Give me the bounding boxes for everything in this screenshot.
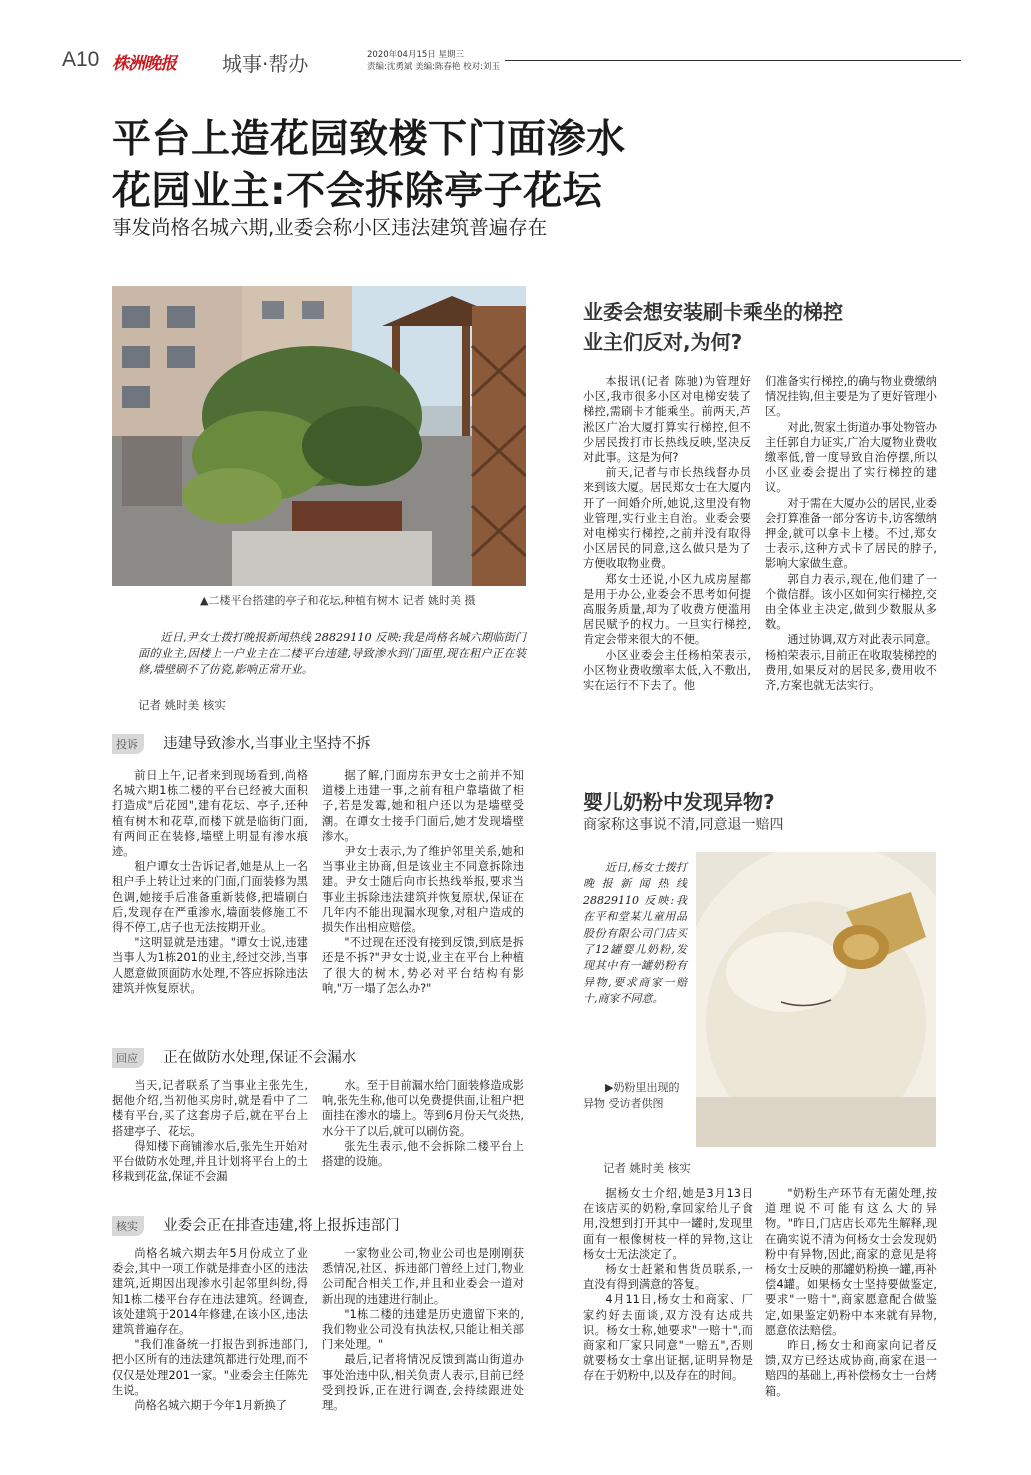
paragraph: "这明显就是违建。"谭女士说,违建当事人为1栋201的业主,经过交涉,当事人愿意做顶面防水处理,不答应拆除违法建筑并恢复原状。 [112,936,308,995]
paragraph: 昨日,杨女士和商家向记者反馈,双方已经达成协商,商家在退一赔四的基础上,再补偿杨女士一台烤箱。 [765,1339,937,1398]
paragraph: 们准备实行梯控,的确与物业费缴纳情况挂钩,但主要是为了更好管理小区。 [765,375,937,419]
headline-subtitle: 事发尚格名城六期,业委会称小区违法建筑普遍存在 [112,216,548,239]
lead-paragraph [138,630,526,678]
paragraph: 尚格名城六期去年5月份成立了业委会,其中一项工作就是排查小区的违法建筑,近期因出现渗水引起邻里纠纷,得知1栋二楼平台存在违法建筑。经调查,该处建筑于2014年修建,在该小区,违法建筑普遍存在。 [112,1247,308,1337]
article3-byline: 记者 姚时美 核实 [603,1161,691,1175]
paper-logo: 株洲晚报 [112,54,176,74]
article3-subtitle: 商家称这事说不清,同意退一赔四 [583,817,784,833]
paragraph: 本报讯(记者 陈驰)为管理好小区,我市很多小区对电梯安装了梯控,需刷卡才能乘坐。前两天,芦淞区广冶大厦打算实行梯控,但不少居民拨打市长热线反映,坚决反对此事。这是为何? [583,375,751,465]
paragraph: 尚格名城六期于今年1月新换了 [134,1399,287,1413]
paragraph: 对此,贺家土街道办事处物管办主任郭自力证实,广冶大厦物业费收缴率低,曾一度导致自治停摆,所以小区业委会提出了实行梯控的建议。 [765,420,937,495]
headline-line1: 平台上造花园致楼下门面渗水 [112,117,626,162]
section-verify-header [112,1214,526,1236]
paragraph: 前天,记者与市长热线督办员来到该大厦。居民郑女士在大厦内开了一间婚介所,她说,这里没有物业管理,实行业主自治。业委会要对电梯实行梯控,之前并没有取得小区居民的同意,这么做只是为了方便收取物业费。 [583,466,751,571]
article2-title-line2: 业主们反对,为何? [583,330,743,354]
paragraph: 郭自力表示,现在,他们建了一个微信群。该小区如何实行梯控,交由全体业主决定,做到少数服从多数。 [765,572,937,632]
section-title: 违建导致渗水,当事业主坚持不拆 [163,736,371,752]
paragraph: 当天,记者联系了当事业主张先生,据他介绍,当初他买房时,就是看中了二楼有平台,买了这套房子后,就在平台上搭建亭子、花坛。 [112,1079,308,1138]
section-response-col1 [112,1078,308,1184]
paragraph: 据了解,门面房东尹女士之前并不知道楼上违建一事,之前有租户靠墙做了柜子,若是发霉,她和租户还以为是墙壁受潮。在谭女士接手门面后,她才发现墙壁渗水。 [322,769,524,843]
paragraph: 水。至于目前漏水给门面装修造成影响,张先生称,他可以免费提供面,让租户把面挂在渗水的墙上。等到6月份天气炎热,水分干了以后,就可以刷仿瓷。 [322,1079,524,1138]
section-title: 城事·帮办 [222,52,309,76]
masthead [62,48,962,78]
paragraph: 通过协调,双方对此表示同意。杨柏荣表示,目前正在收取装梯控的费用,如果反对的居民多,费用收不齐,方案也就无法实行。 [765,633,937,693]
page-number: A10 [62,48,100,71]
section-title: 正在做防水处理,保证不会漏水 [163,1050,357,1066]
paragraph: 最后,记者将情况反馈到嵩山街道办事处治违中队,相关负责人表示,目前已经受到投诉,正在进行调查,会持续跟进处理。 [322,1353,524,1413]
editors-line: 责编:沈勇斌 美编:陈春艳 校对:刘玉 [367,62,500,72]
section-tag: 回应 [112,1048,144,1068]
garden-photo [112,286,526,586]
article2-title-line1: 业委会想安装刷卡乘坐的梯控 [583,300,843,324]
article3-col1 [583,1186,753,1384]
article2-col1 [583,374,751,693]
milk-powder-illustration [696,852,936,1147]
date-line: 2020年04月15日 星期三 [367,50,464,60]
article3-col2 [765,1186,937,1399]
section-title: 业委会正在排查违建,将上报拆违部门 [163,1218,400,1234]
paragraph: "我们准备统一打报告到拆违部门,把小区所有的违法建筑都进行处理,而不仅仅是处理201一家。"业委会主任陈先生说。 [112,1338,308,1397]
section-complaint-col1 [112,768,308,996]
paragraph: "不过现在还没有接到反馈,到底是拆还是不拆?"尹女士说,业主在平台上种植了很大的树木,势必对平台结构有影响,"万一塌了怎么办?" [322,936,524,995]
milk-powder-photo [696,852,936,1147]
paragraph: 一家物业公司,物业公司也是刚刚获悉情况,社区、拆违部门曾经上过门,物业公司配合相关工作,并且和业委会一道对新出现的违建进行制止。 [322,1247,524,1306]
paragraph: 尹女士表示,为了维护邻里关系,她和当事业主协商,但是该业主不同意拆除违建。尹女士随后向市长热线举报,要求当事业主拆除违法建筑并恢复原状,保证在几年内不能出现漏水现象,对租户造成的损失作出相应赔偿。 [322,845,524,935]
section-complaint-col2 [322,768,524,996]
paragraph: "奶粉生产环节有无菌处理,按道理说不可能有这么大的异物。"昨日,门店店长邓先生解释,现在确实说不清为何杨女士会发现奶粉中有异物,因此,商家的意见是将杨女士反映的那罐奶粉换一罐,再补偿4罐。如果杨女士坚持要做鉴定,要求"一赔十",商家愿意配合做鉴定,如果鉴定奶粉中本来就有异物,愿意依法赔偿。 [765,1187,937,1337]
paragraph: 前日上午,记者来到现场看到,尚格名城六期1栋二楼的平台已经被大面积打造成"后花园",建有花坛、亭子,还种植有树木和花草,而楼下就是临街门面,有两间正在装修,墙壁上明显有渗水痕迹。 [112,769,308,859]
paragraph: 张先生表示,他不会拆除二楼平台上搭建的设施。 [322,1139,524,1169]
lead-text: 近日,杨女士拨打晚报新闻热线 28829110 反映:我在平和堂某儿童用品股份有限公司门店买了12罐婴儿奶粉,发现其中有一罐奶粉有异物,要求商家一赔十,商家不同意。 [583,861,687,1006]
paragraph: 得知楼下商铺渗水后,张先生开始对平台做防水处理,并且计划将平台上的土移栽到花盆,保证不会漏 [112,1139,308,1184]
section-verify-col2 [322,1246,524,1413]
headline-line2: 花园业主:不会拆除亭子花坛 [112,169,603,214]
section-tag: 投诉 [112,734,144,754]
paragraph: 据杨女士介绍,她是3月13日在该店买的奶粉,拿回家给儿子食用,没想到打开其中一罐时,发现里面有一根像树枝一样的异物,这让杨女士无法淡定了。 [583,1187,753,1261]
section-response-header [112,1046,526,1068]
paragraph: 杨女士赶紧和售货员联系,一直没有得到满意的答复。 [583,1263,753,1292]
section-tag: 核实 [112,1216,144,1236]
paragraph: 对于需在大厦办公的居民,业委会打算准备一部分客访卡,访客缴纳押金,就可以拿卡上楼。不过,郑女士表示,这种方式卡了居民的脖子,影响大家做生意。 [765,496,937,571]
paragraph: 郑女士还说,小区九成房屋都是用于办公,业委会不思考如何提高服务质量,却为了收费方便滥用居民赋予的权力。一旦实行梯控,肯定会带来很大的不便。 [583,572,751,647]
milk-powder-photo-caption: ▶奶粉里出现的异物 受访者供图 [583,1081,680,1110]
article3-lead [583,860,687,1008]
section-verify-col1 [112,1246,308,1413]
section-response-col2 [322,1078,524,1169]
lead-byline: 记者 姚时美 核实 [138,698,226,712]
garden-photo-caption: ▲二楼平台搭建的亭子和花坛,种植有树木 记者 姚时美 摄 [200,594,476,607]
paragraph: 租户谭女士告诉记者,她是从上一名租户手上转让过来的门面,门面装修为黑色调,她接手后准备重新装修,把墙刷白后,发现存在严重渗水,墙面装修施工不得不停工,店子也无法按期开业。 [112,860,308,935]
paragraph: 4月11日,杨女士和商家、厂家约好去面谈,双方没有达成共识。杨女士称,她要求"一赔十",而商家和厂家只同意"一赔五",否则就要杨女士拿出证据,证明异物是存在于奶粉中,以及存在的时间。 [583,1293,753,1383]
paragraph: "1栋二楼的违建是历史遗留下来的,我们物业公司没有执法权,只能让相关部门来处理。" [322,1307,524,1352]
paragraph: 小区业委会主任杨柏荣表示,小区物业费收缴率太低,入不敷出,实在运行不下去了。他 [583,648,751,693]
masthead-rule [505,60,961,61]
article3-title: 婴儿奶粉中发现异物? [583,790,775,814]
article2-col2 [765,374,937,693]
section-complaint-header [112,732,526,754]
garden-scene-illustration [112,286,526,586]
lead-text: 近日,尹女士拨打晚报新闻热线 28829110 反映:我是尚格名城六期临街门面的业主,因楼上一户业主在二楼平台违建,导致渗水到门面里,现在租户正在装修,墙壁刷不了仿瓷,影响正常开业。 [138,631,526,676]
